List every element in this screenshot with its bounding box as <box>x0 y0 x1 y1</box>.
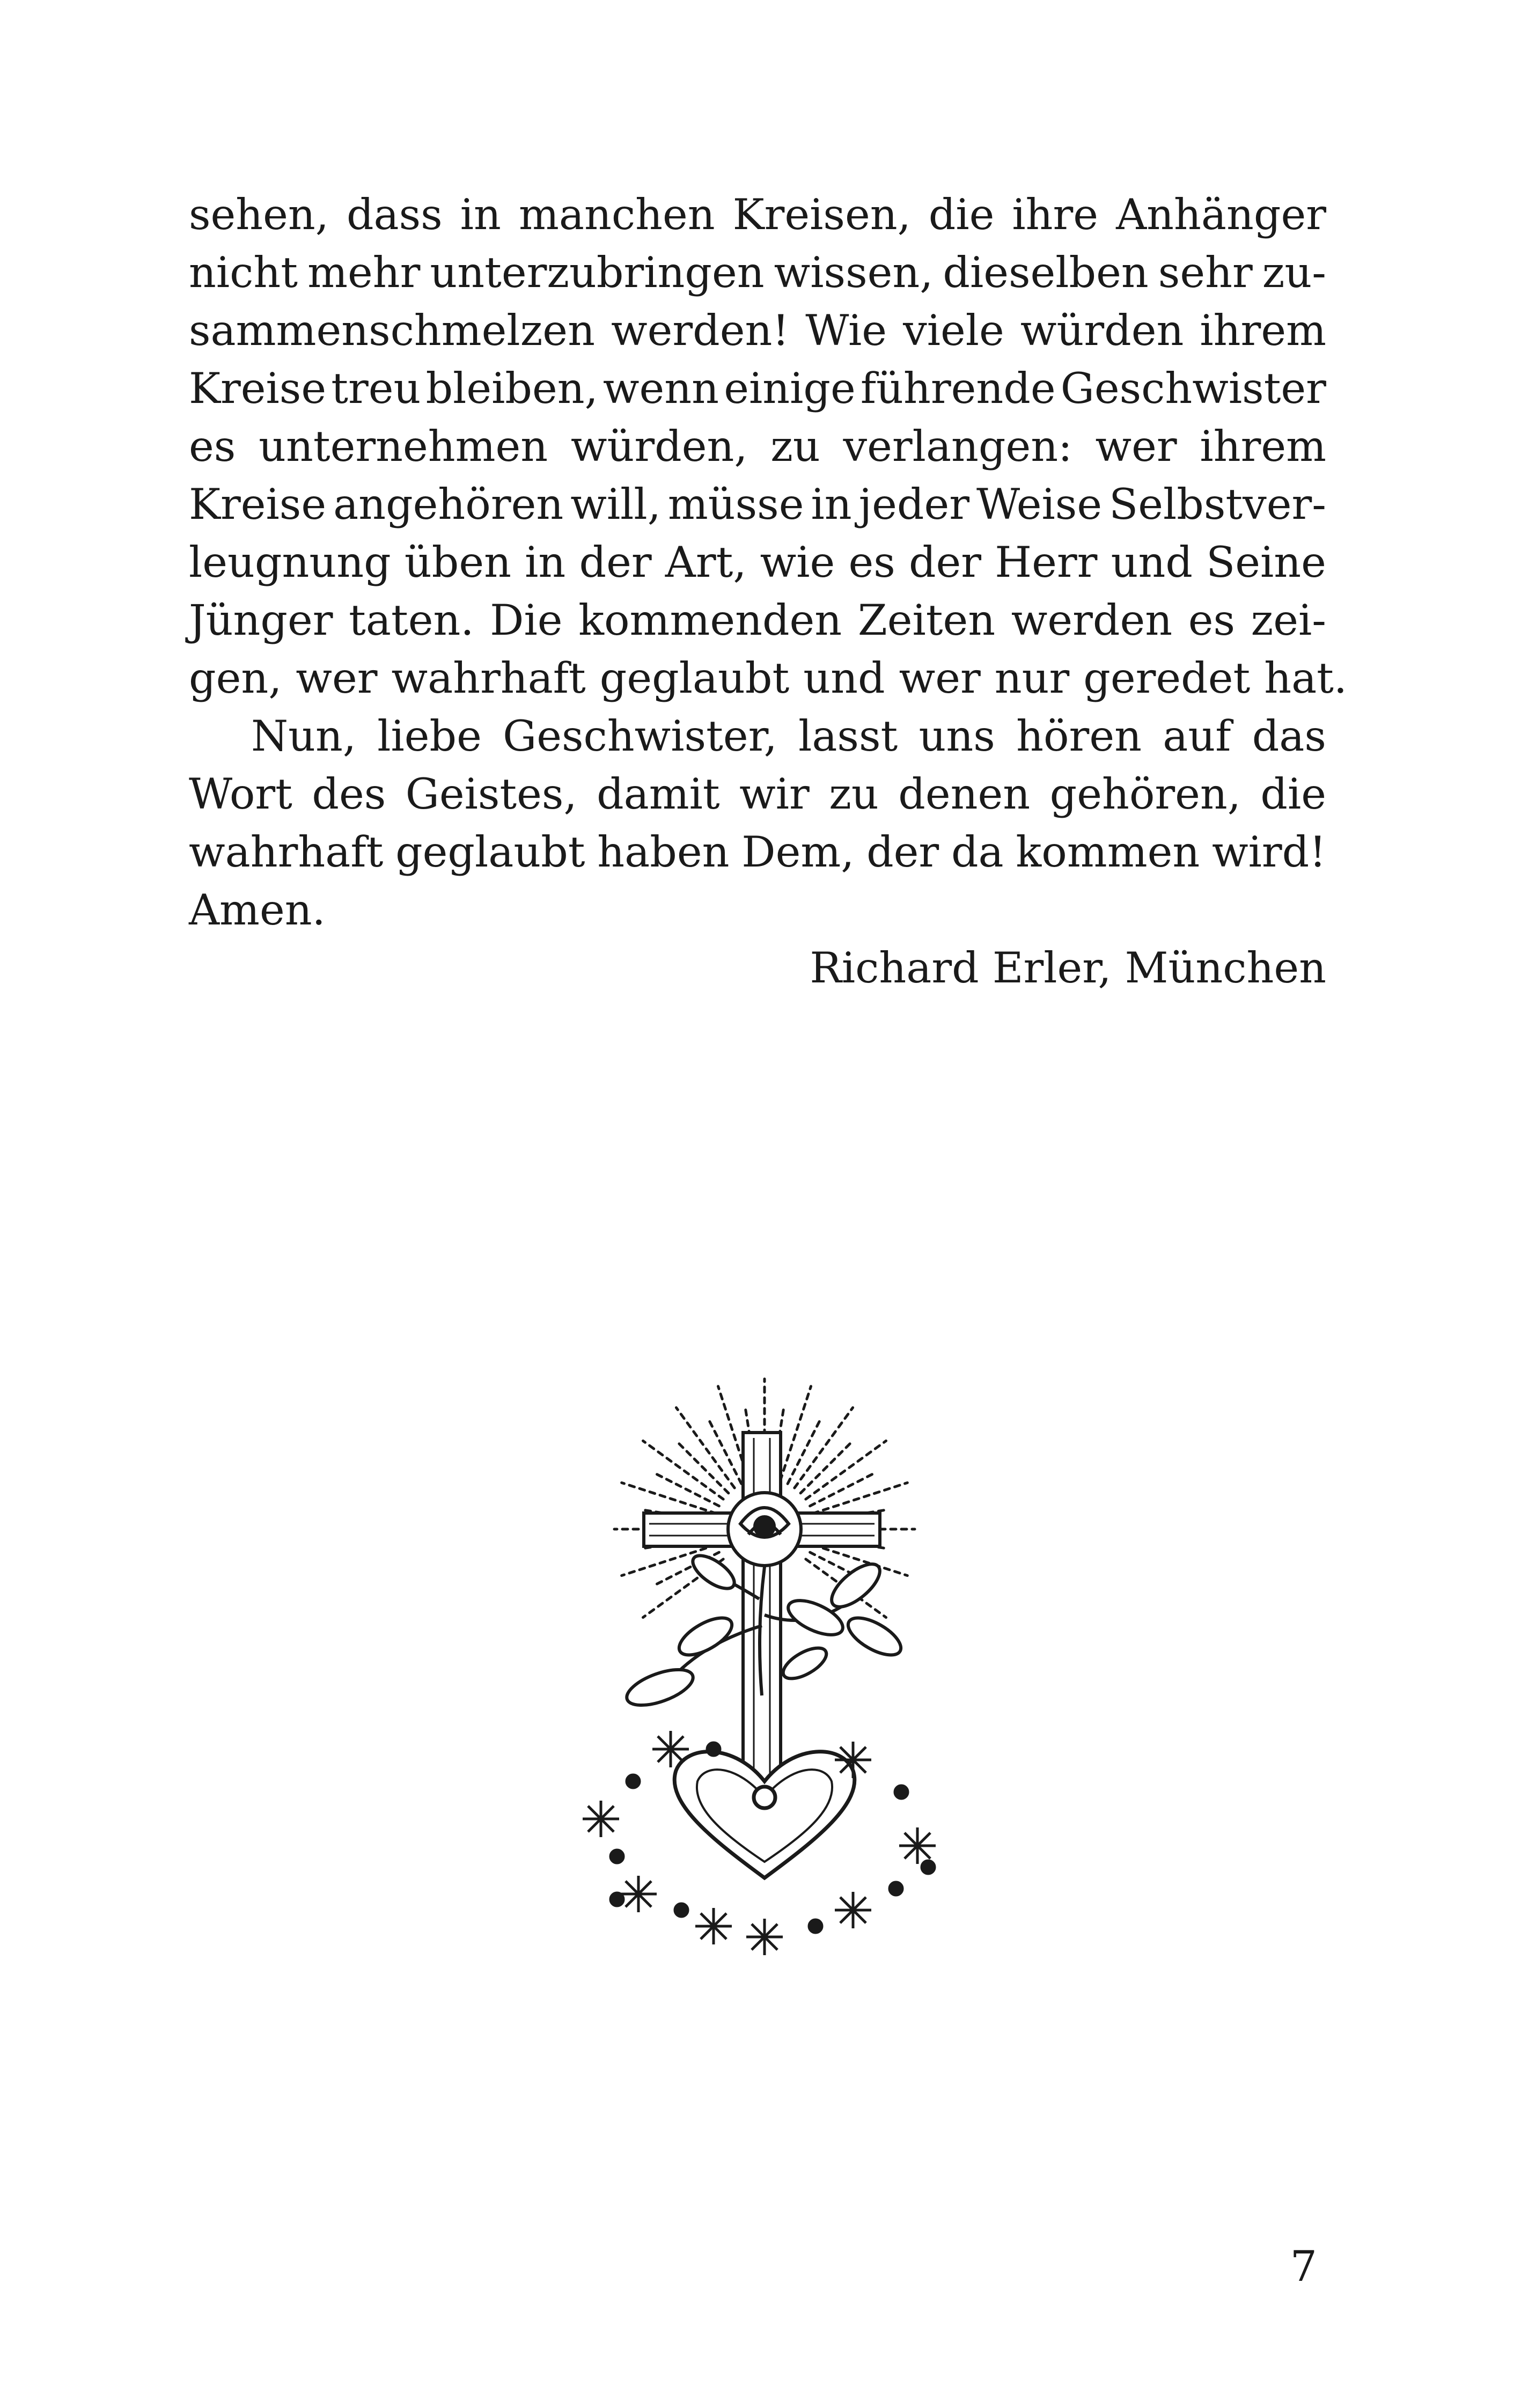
text-line: leugnung üben in der Art, wie es der Herr und Seine <box>189 538 1326 587</box>
text-line: Wort des Geistes, damit wir zu denen gehören, die <box>189 769 1326 819</box>
text-line: Kreise angehören will, müsse in jeder Weise Selbstver- <box>189 480 1326 529</box>
text-line: Jünger taten. Die kommenden Zeiten werden es zei- <box>189 596 1326 645</box>
signature: Richard Erler, München <box>810 943 1326 993</box>
text-line: gen, wer wahrhaft geglaubt und wer nur geredet hat. <box>189 654 1348 703</box>
text-line: sehen, dass in manchen Kreisen, die ihre Anhänger <box>189 190 1326 239</box>
text-line: Amen. <box>189 885 326 935</box>
text-line: Nun, liebe Geschwister, lasst uns hören auf das <box>251 711 1326 761</box>
page-number: 7 <box>1290 2242 1317 2291</box>
text-line: Kreise treu bleiben, wenn einige führende Geschwister <box>189 364 1326 413</box>
text-line: nicht mehr unterzubringen wissen, dieselben sehr zu- <box>189 248 1326 297</box>
text-line: wahrhaft geglaubt haben Dem, der da kommen wird! <box>189 827 1326 877</box>
body-text <box>189 186 1348 939</box>
text-line: es unternehmen würden, zu verlangen: wer ihrem <box>189 422 1326 471</box>
text-line: sammenschmelzen werden! Wie viele würden ihrem <box>189 306 1326 355</box>
cross-rose-heart-ornament-icon <box>553 1374 971 1974</box>
